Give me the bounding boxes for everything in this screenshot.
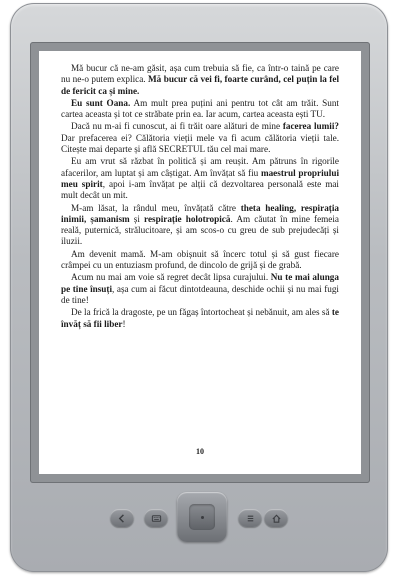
- text-run: și: [129, 213, 145, 224]
- five-way-controller[interactable]: [177, 492, 227, 542]
- text-run: Dacă nu m-ai fi cunoscut, ai fi trăit oare alături de mine: [71, 121, 283, 132]
- back-button[interactable]: [110, 509, 134, 527]
- paragraph-1: [61, 63, 339, 97]
- page-number: 10: [196, 447, 204, 456]
- keyboard-icon: [151, 513, 162, 524]
- text-run: , apoi i-am învățat pe alții că dezvoltarea personală este mai mult decât un mit.: [61, 178, 339, 201]
- select-button[interactable]: [189, 504, 215, 530]
- paragraph-8: [61, 307, 339, 330]
- bold-text-run: maestrul propriului meu spirit: [61, 167, 339, 189]
- bold-text-run: respirație holotropică: [144, 213, 231, 224]
- text-run: Eu am vrut să răzbat în politică și am reușit. Am pătruns în rigorile afacerilor, am luptat și am câștigat. Am învățat să fiu: [61, 156, 339, 178]
- book-page-text: [61, 63, 339, 330]
- back-arrow-icon: [117, 513, 128, 524]
- menu-button[interactable]: [238, 509, 262, 527]
- text-run: , așa cum ai făcut dintotdeauna, deschide ochii și nu mai fugi de tine!: [61, 283, 339, 305]
- paragraph-5: [61, 203, 339, 248]
- screen-bezel: [30, 42, 370, 483]
- bold-text-run: Mă bucur că vei fi, foarte curând, cel puțin la fel de fericit ca și mine.: [61, 74, 339, 96]
- bold-text-run: Eu sunt Oana.: [71, 97, 131, 108]
- keyboard-button[interactable]: [144, 509, 168, 527]
- text-run: Acum nu mai am voie să regret decât lipsa curajului.: [71, 272, 271, 283]
- bold-text-run: facerea lumii?: [282, 121, 339, 132]
- paragraph-6: [61, 249, 339, 272]
- ereader-device: [10, 3, 388, 572]
- bold-text-run: te învăț să fii liber: [61, 307, 339, 329]
- menu-icon: [245, 513, 256, 524]
- text-run: Mă bucur că ne-am găsit, așa cum trebuia să fie, ca într-o taină pe care nu ne-o putem explica.: [61, 63, 339, 85]
- center-dot-icon: [201, 516, 204, 519]
- paragraph-3: [61, 121, 339, 155]
- home-button[interactable]: [264, 509, 288, 527]
- text-run: Dar prefacerea ei? Călătoria vieții mele va fi acum călătoria vieții tale. Citește mai departe și află SECRETUL tău cel mai mare.: [61, 132, 339, 155]
- paragraph-7: [61, 272, 339, 306]
- bold-text-run: theta healing, respirația inimii, șamanism: [61, 202, 339, 224]
- text-run: !: [122, 318, 126, 329]
- text-run: De la frică la dragoste, pe un făgaș întortocheat și nebănuit, am ales să: [71, 307, 332, 318]
- home-icon: [271, 513, 282, 524]
- text-run: M-am lăsat, la rândul meu, învățată către: [71, 202, 241, 213]
- text-run: . Am căutat în mine femeia reală, puternică, strălucitoare, și am scos-o cu greu de sub prejudecăți și iluzii.: [61, 213, 340, 247]
- paragraph-4: [61, 156, 339, 201]
- paragraph-2: [61, 98, 339, 121]
- text-run: Am devenit mamă. M-am obișnuit să încerc totul și să gust fiecare crâmpei cu un entuziasm profund, de dincolo de grijă și de grabă.: [61, 248, 339, 271]
- text-run: Am mult prea puțini ani pentru tot cât am trăit. Sunt cartea aceasta și tot ce străbate prin ea. Iar acum, cartea aceasta ești TU.: [61, 97, 339, 120]
- hardware-controls: [110, 492, 288, 546]
- bold-text-run: Nu te mai alunga pe tine însuți: [61, 272, 339, 294]
- ereader-screen[interactable]: [39, 51, 361, 474]
